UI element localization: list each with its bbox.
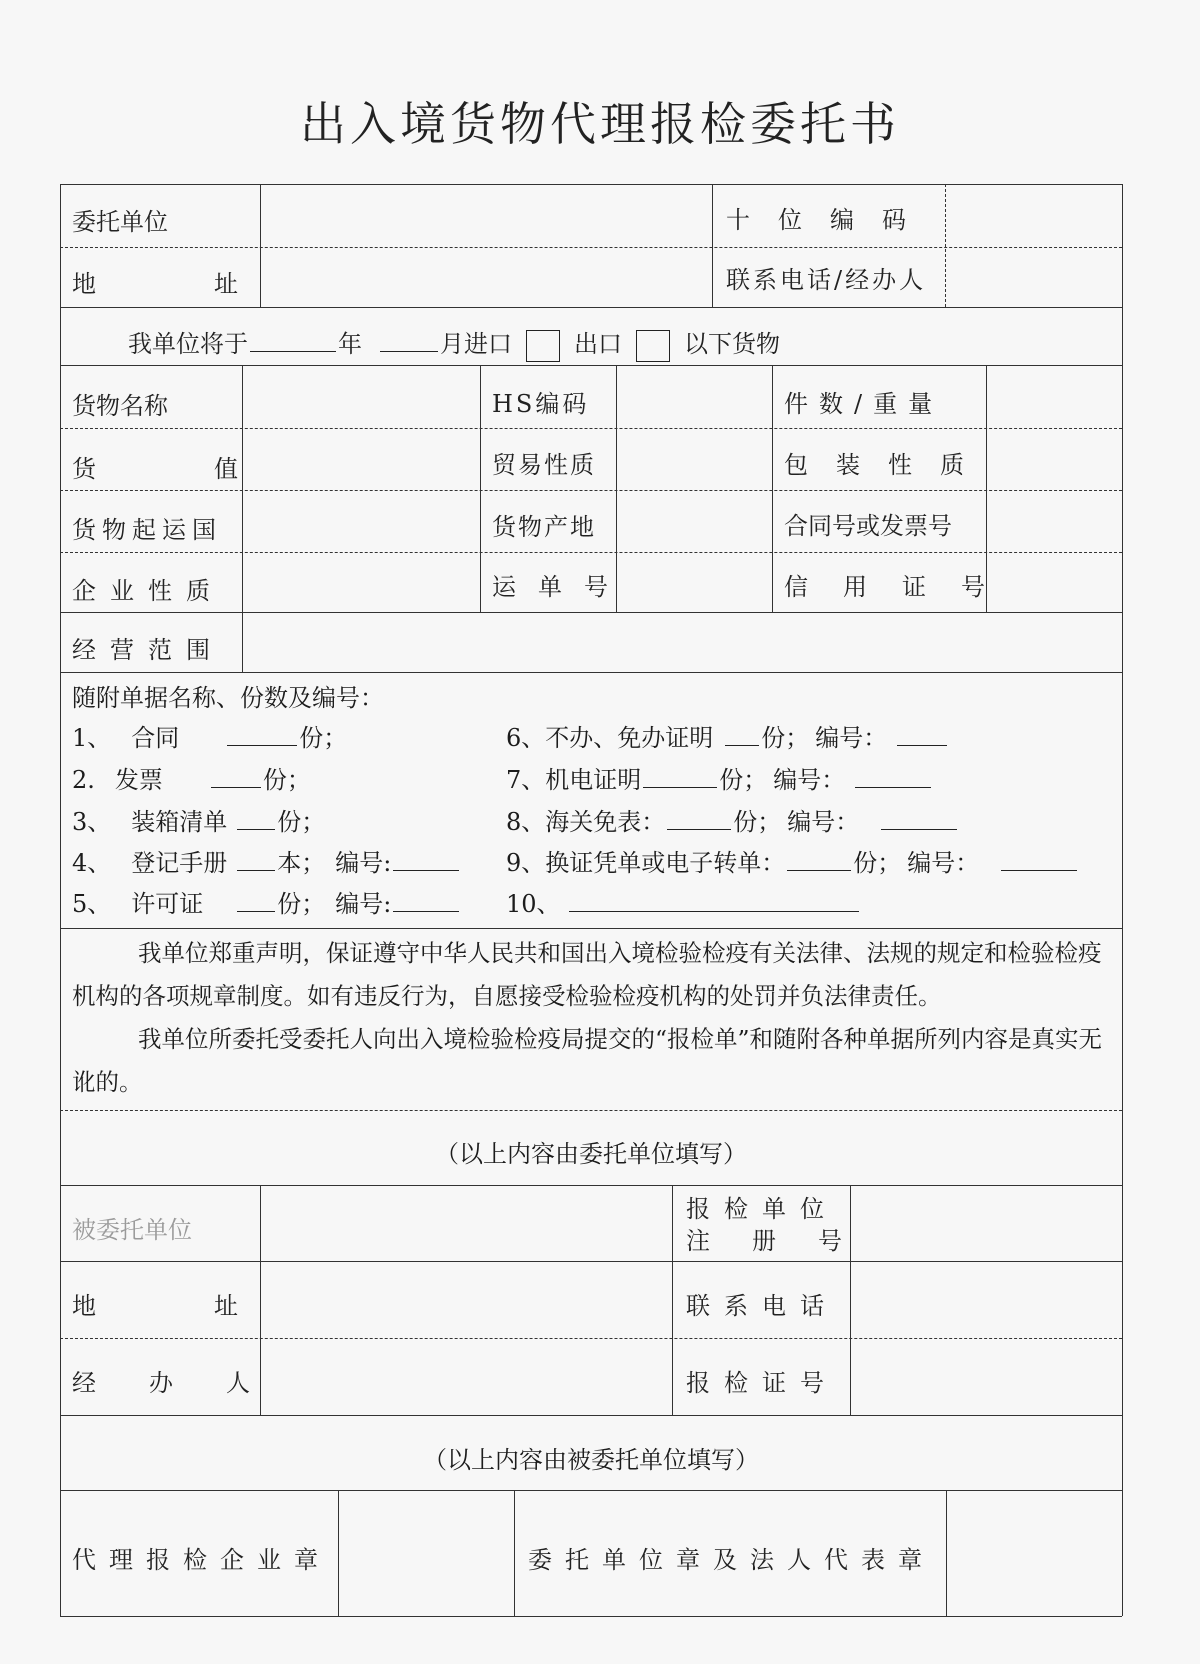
count-blank[interactable] — [643, 765, 717, 788]
import-checkbox[interactable] — [526, 330, 560, 362]
table-border — [60, 1616, 1122, 1617]
principal-address-field[interactable] — [262, 249, 710, 306]
agent-fill-note: （以上内容由被委托单位填写） — [423, 1446, 759, 1474]
number-blank[interactable] — [897, 723, 947, 746]
business-scope-field[interactable] — [244, 614, 1120, 671]
row-divider — [60, 928, 1122, 929]
attachment-item: 10、 — [506, 884, 861, 919]
principal-seal-area[interactable] — [948, 1492, 1120, 1615]
col-divider — [242, 365, 243, 672]
enterprise-nature-label: 企业性质 — [72, 577, 224, 605]
declaration-paragraph-1: 我单位郑重声明，保证遵守中华人民共和国出入境检验检疫有关法律、法规的规定和检验检疫机构的各项规章制度。如有违反行为，自愿接受检验检疫机构的处罚并负法律责任。 — [72, 939, 1102, 1010]
col-divider — [480, 365, 481, 612]
row-divider — [60, 365, 1122, 366]
goods-value-label: 货值 — [72, 455, 356, 483]
declaration-paragraph-2: 我单位所委托受委托人向出入境检验检疫局提交的“报检单”和随附各种单据所列内容是真实无讹的。 — [72, 1025, 1103, 1096]
attachments-heading: 随附单据名称、份数及编号： — [72, 684, 384, 712]
agent-unit-label: 被委托单位 — [72, 1216, 192, 1244]
export-checkbox[interactable] — [636, 330, 670, 362]
statement-month-import: 月进口 — [440, 330, 512, 358]
principal-fill-note: （以上内容由委托单位填写） — [435, 1140, 747, 1168]
attachment-item: 5、 许可证 份； 编号: — [72, 884, 461, 919]
row-divider — [60, 612, 1122, 613]
col-divider — [946, 1490, 947, 1616]
table-border — [60, 184, 1122, 185]
trade-nature-label: 贸易性质 — [492, 451, 596, 479]
ten-digit-code-label: 十位编码 — [726, 206, 934, 234]
registration-label-line-2: 注册号 — [686, 1227, 884, 1255]
col-divider — [945, 184, 946, 307]
number-blank[interactable] — [855, 765, 931, 788]
number-blank[interactable] — [393, 889, 459, 912]
agent-unit-field[interactable] — [262, 1187, 670, 1260]
row-divider — [60, 1261, 1122, 1262]
table-border — [60, 184, 61, 1616]
col-divider — [514, 1490, 515, 1616]
principal-phone-label: 联系电话/经办人 — [726, 266, 927, 294]
qty-weight-field[interactable] — [988, 367, 1120, 427]
row-divider — [60, 1185, 1122, 1186]
attachment-item: 9、换证凭单或电子转单： 份； 编号： — [506, 843, 1079, 878]
col-divider — [772, 365, 773, 612]
packing-nature-label: 包装性质 — [784, 451, 992, 479]
count-blank[interactable] — [237, 807, 275, 830]
agent-address-label: 地址 — [72, 1292, 356, 1320]
hs-code-field[interactable] — [618, 367, 770, 427]
agent-seal-label: 代理报检企业章 — [72, 1546, 331, 1574]
attachment-item: 1、 合同 份； — [72, 724, 348, 752]
attachment-item: 2. 发票 份； — [72, 766, 311, 794]
month-blank[interactable] — [380, 329, 438, 352]
other-document-blank[interactable] — [569, 889, 859, 912]
number-blank[interactable] — [1001, 848, 1077, 871]
year-blank[interactable] — [250, 329, 336, 352]
document-title: 出入境货物代理报检委托书 — [300, 97, 900, 151]
count-blank[interactable] — [237, 889, 275, 912]
handler-label: 经办人 — [72, 1369, 303, 1397]
producer-label: 货物产地 — [492, 513, 596, 541]
registration-field[interactable] — [852, 1187, 1120, 1260]
principal-address-label: 地址 — [72, 270, 356, 298]
row-divider — [60, 1338, 1122, 1339]
hs-code-label: HS编码 — [492, 390, 590, 418]
agent-phone-field[interactable] — [852, 1263, 1120, 1337]
col-divider — [672, 1185, 673, 1415]
ten-digit-code-field[interactable] — [947, 186, 1121, 246]
count-blank[interactable] — [667, 807, 731, 830]
statement-export: 出口 — [574, 330, 622, 358]
principal-unit-label: 委托单位 — [72, 208, 168, 236]
row-divider — [60, 307, 1122, 308]
principal-phone-field[interactable] — [947, 249, 1121, 306]
origin-country-label: 货物起运国 — [72, 516, 222, 544]
goods-name-label: 货物名称 — [72, 392, 168, 420]
row-divider — [60, 247, 1122, 248]
row-divider — [60, 1110, 1122, 1111]
principal-unit-field[interactable] — [262, 186, 710, 246]
contract-invoice-label: 合同号或发票号 — [784, 512, 952, 540]
col-divider — [338, 1490, 339, 1616]
row-divider — [60, 428, 1122, 429]
agent-seal-area[interactable] — [340, 1492, 512, 1615]
attachment-item: 4、 登记手册 本； 编号: — [72, 843, 461, 878]
agent-address-field[interactable] — [262, 1263, 670, 1337]
count-blank[interactable] — [211, 765, 261, 788]
goods-name-field[interactable] — [244, 367, 478, 427]
handler-field[interactable] — [262, 1340, 670, 1414]
col-divider — [712, 184, 713, 307]
qty-weight-label: 件数/重量 — [784, 390, 944, 418]
attachment-item: 8、海关免表： 份； 编号： — [506, 802, 959, 837]
number-blank[interactable] — [393, 848, 459, 871]
attachment-item: 7、机电证明 份； 编号： — [506, 760, 933, 795]
row-divider — [60, 490, 1122, 491]
inspection-cert-field[interactable] — [852, 1340, 1120, 1414]
declaration-text — [72, 932, 1116, 1104]
waybill-label: 运单号 — [492, 573, 630, 601]
attachment-item: 6、不办、免办证明 份； 编号： — [506, 718, 949, 753]
business-scope-label: 经营范围 — [72, 636, 224, 664]
count-blank[interactable] — [787, 848, 851, 871]
lc-number-label: 信用证号 — [784, 573, 1020, 601]
statement-year: 年 — [338, 330, 362, 358]
row-divider — [60, 1490, 1122, 1491]
table-border — [1122, 184, 1123, 1616]
agent-phone-label: 联系电话 — [686, 1292, 838, 1320]
row-divider — [60, 1415, 1122, 1416]
import-export-statement — [128, 324, 780, 362]
count-blank[interactable] — [227, 723, 297, 746]
number-blank[interactable] — [881, 807, 957, 830]
statement-prefix: 我单位将于 — [128, 330, 248, 358]
row-divider — [60, 672, 1122, 673]
principal-seal-label: 委托单位章及法人代表章 — [528, 1546, 935, 1574]
statement-suffix: 以下货物 — [684, 330, 780, 358]
registration-label-line-1: 报检单位 — [686, 1195, 838, 1223]
inspection-cert-label: 报检证号 — [686, 1369, 838, 1397]
count-blank[interactable] — [725, 723, 759, 746]
row-divider — [60, 552, 1122, 553]
count-blank[interactable] — [237, 848, 275, 871]
attachment-item: 3、 装箱清单 份； — [72, 808, 326, 836]
